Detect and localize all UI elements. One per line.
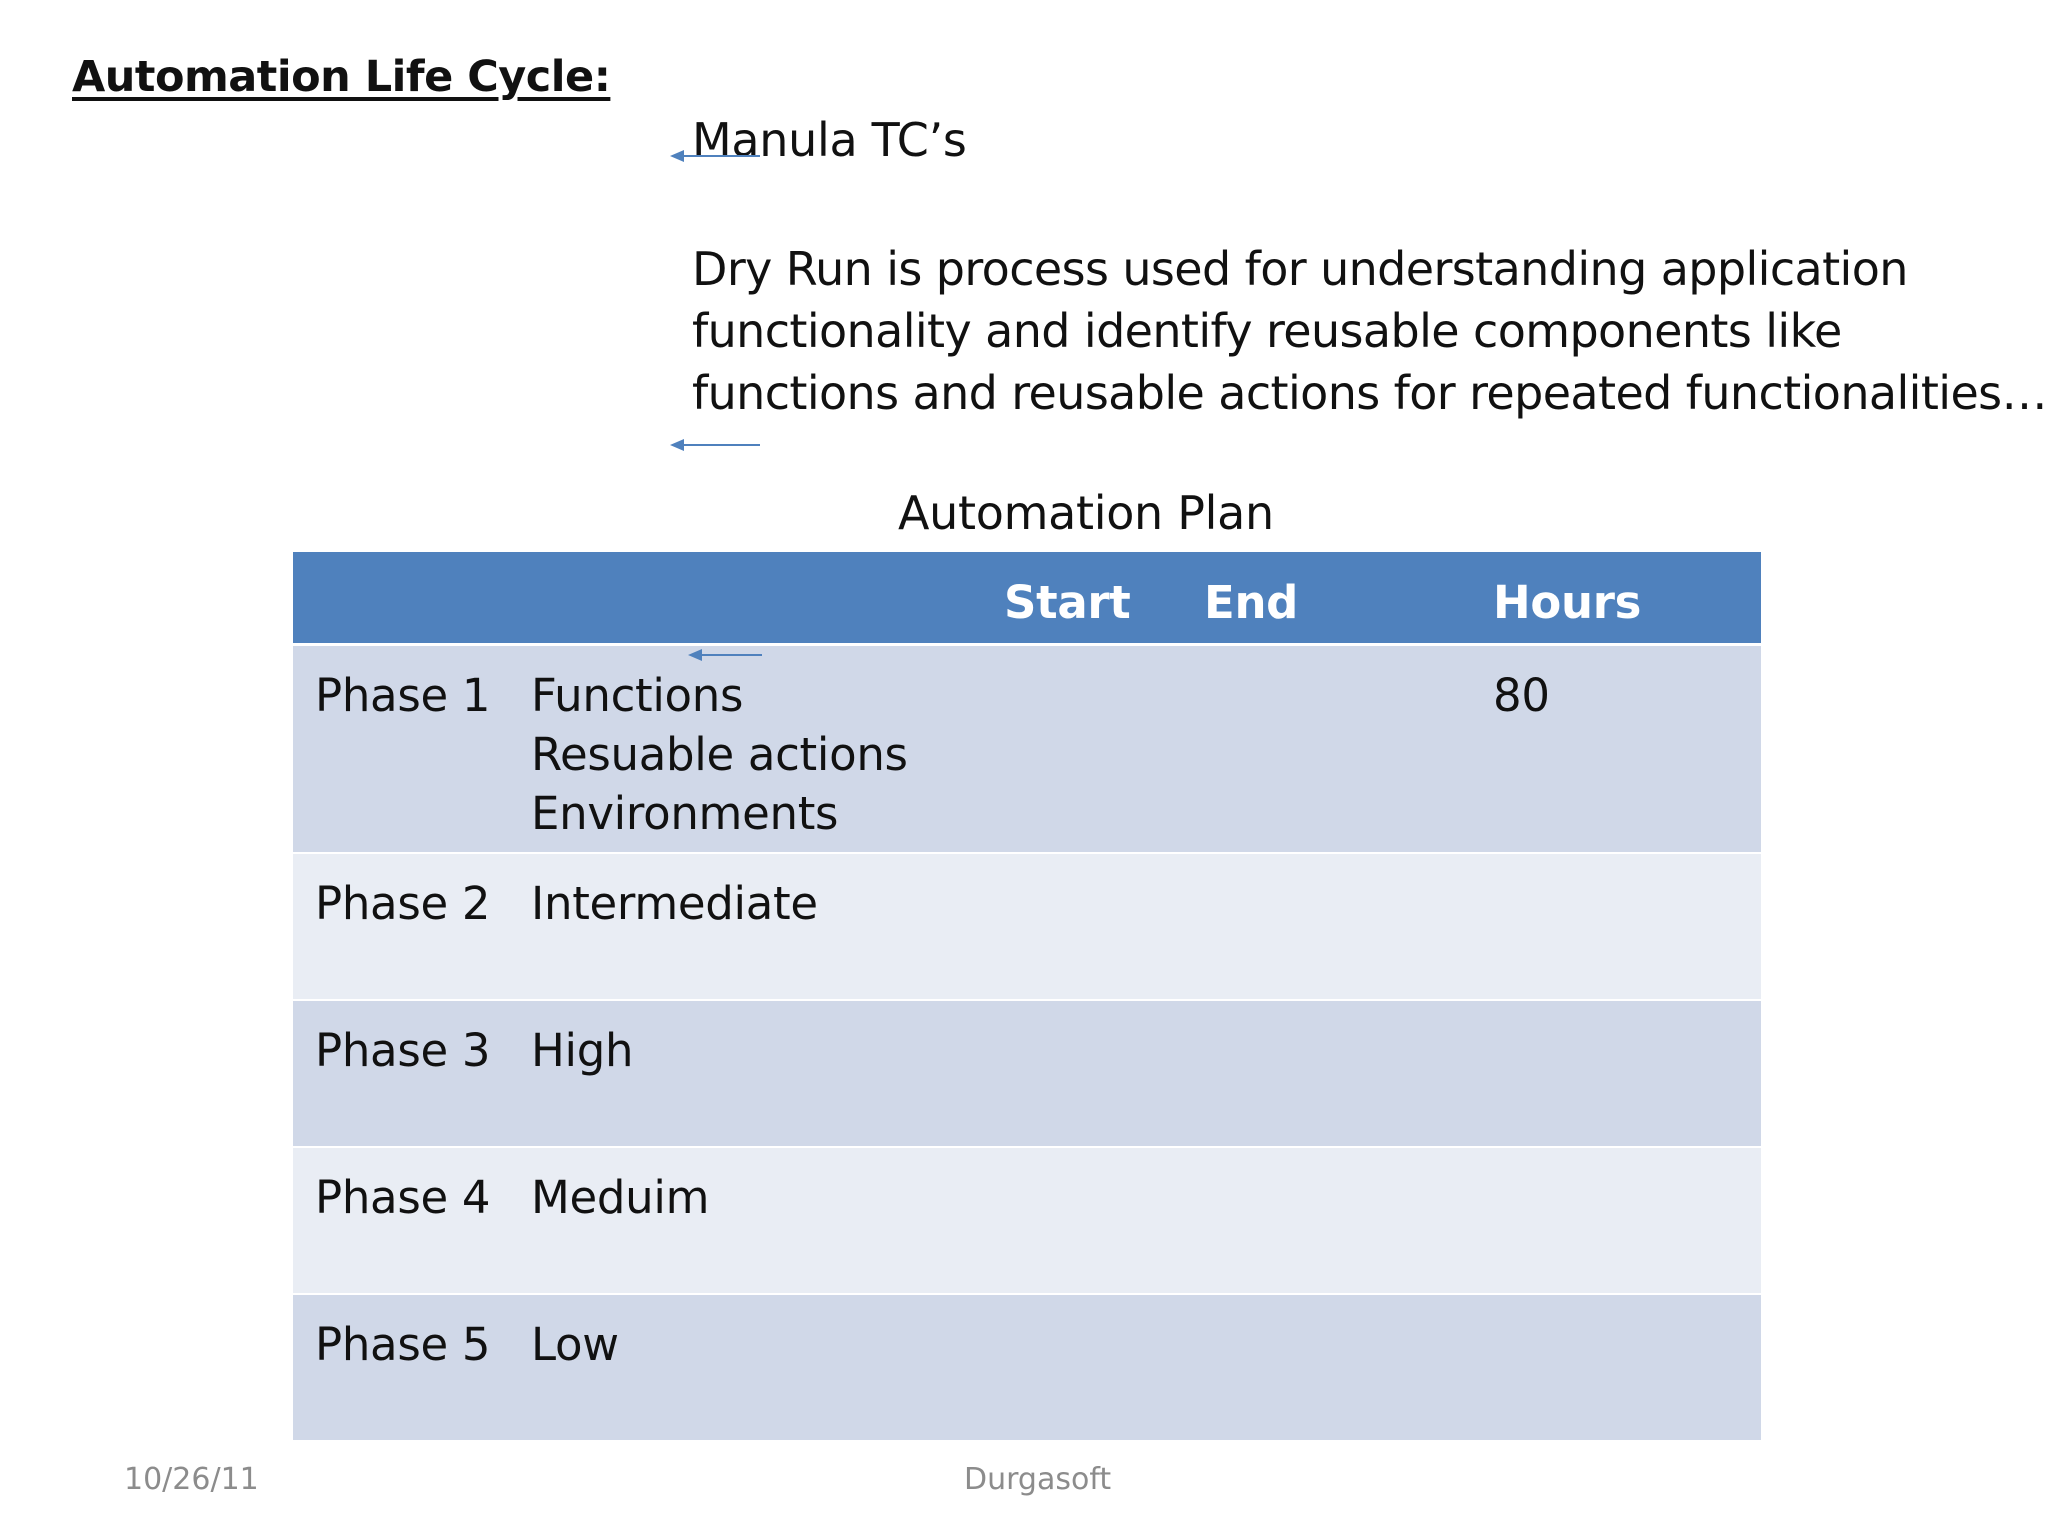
header-phase xyxy=(293,552,531,645)
items-cell xyxy=(531,1147,1004,1294)
start-cell xyxy=(1004,1000,1204,1147)
dry-run-description xyxy=(692,238,2047,424)
phase-cell: Phase 1 xyxy=(293,645,531,854)
item-text: High xyxy=(531,1024,634,1077)
phase-cell: Phase 4 xyxy=(293,1147,531,1294)
item-text: Low xyxy=(531,1318,619,1371)
header-end: End xyxy=(1204,552,1493,645)
arrow-left-icon xyxy=(668,146,764,166)
items-cell xyxy=(531,645,1004,854)
table-row xyxy=(293,645,1761,854)
header-item xyxy=(531,552,1004,645)
header-hours: Hours xyxy=(1493,552,1761,645)
item-text: Environments xyxy=(531,787,839,840)
hours-cell xyxy=(1493,1147,1761,1294)
items-cell xyxy=(531,1000,1004,1147)
item-text: Resuable actions xyxy=(531,728,908,781)
footer-date: 10/26/11 xyxy=(124,1462,259,1497)
end-cell xyxy=(1204,645,1493,854)
start-cell xyxy=(1004,853,1204,1000)
table-row xyxy=(293,853,1761,1000)
dry-run-line-3: functions and reusable actions for repeated functionalities… xyxy=(692,366,2047,420)
start-cell xyxy=(1004,645,1204,854)
hours-cell xyxy=(1493,1294,1761,1441)
items-cell xyxy=(531,1294,1004,1441)
end-cell xyxy=(1204,1000,1493,1147)
end-cell xyxy=(1204,1147,1493,1294)
phase-cell: Phase 2 xyxy=(293,853,531,1000)
automation-plan-title: Automation Plan xyxy=(898,486,1274,540)
item-text: Functions xyxy=(531,669,744,722)
manual-tc-label: Manula TC’s xyxy=(692,113,967,167)
end-cell xyxy=(1204,1294,1493,1441)
hours-cell xyxy=(1493,853,1761,1000)
table-row xyxy=(293,1294,1761,1441)
end-cell xyxy=(1204,853,1493,1000)
hours-cell xyxy=(1493,1000,1761,1147)
arrow-left-icon xyxy=(668,435,764,455)
header-start: Start xyxy=(1004,552,1204,645)
hours-cell: 80 xyxy=(1493,645,1761,854)
footer-company: Durgasoft xyxy=(964,1462,1112,1497)
item-text: Intermediate xyxy=(531,877,818,930)
item-text: Meduim xyxy=(531,1171,710,1224)
dry-run-line-1: Dry Run is process used for understanding application xyxy=(692,242,1908,296)
table-row xyxy=(293,1000,1761,1147)
arrow-left-icon xyxy=(686,645,766,665)
dry-run-line-2: functionality and identify reusable components like xyxy=(692,304,1842,358)
start-cell xyxy=(1004,1294,1204,1441)
slide-title: Automation Life Cycle: xyxy=(72,52,611,102)
phase-cell: Phase 3 xyxy=(293,1000,531,1147)
start-cell xyxy=(1004,1147,1204,1294)
table-row xyxy=(293,1147,1761,1294)
items-cell xyxy=(531,853,1004,1000)
phase-cell: Phase 5 xyxy=(293,1294,531,1441)
table-header-row xyxy=(293,552,1761,645)
automation-plan-table xyxy=(293,552,1761,1442)
